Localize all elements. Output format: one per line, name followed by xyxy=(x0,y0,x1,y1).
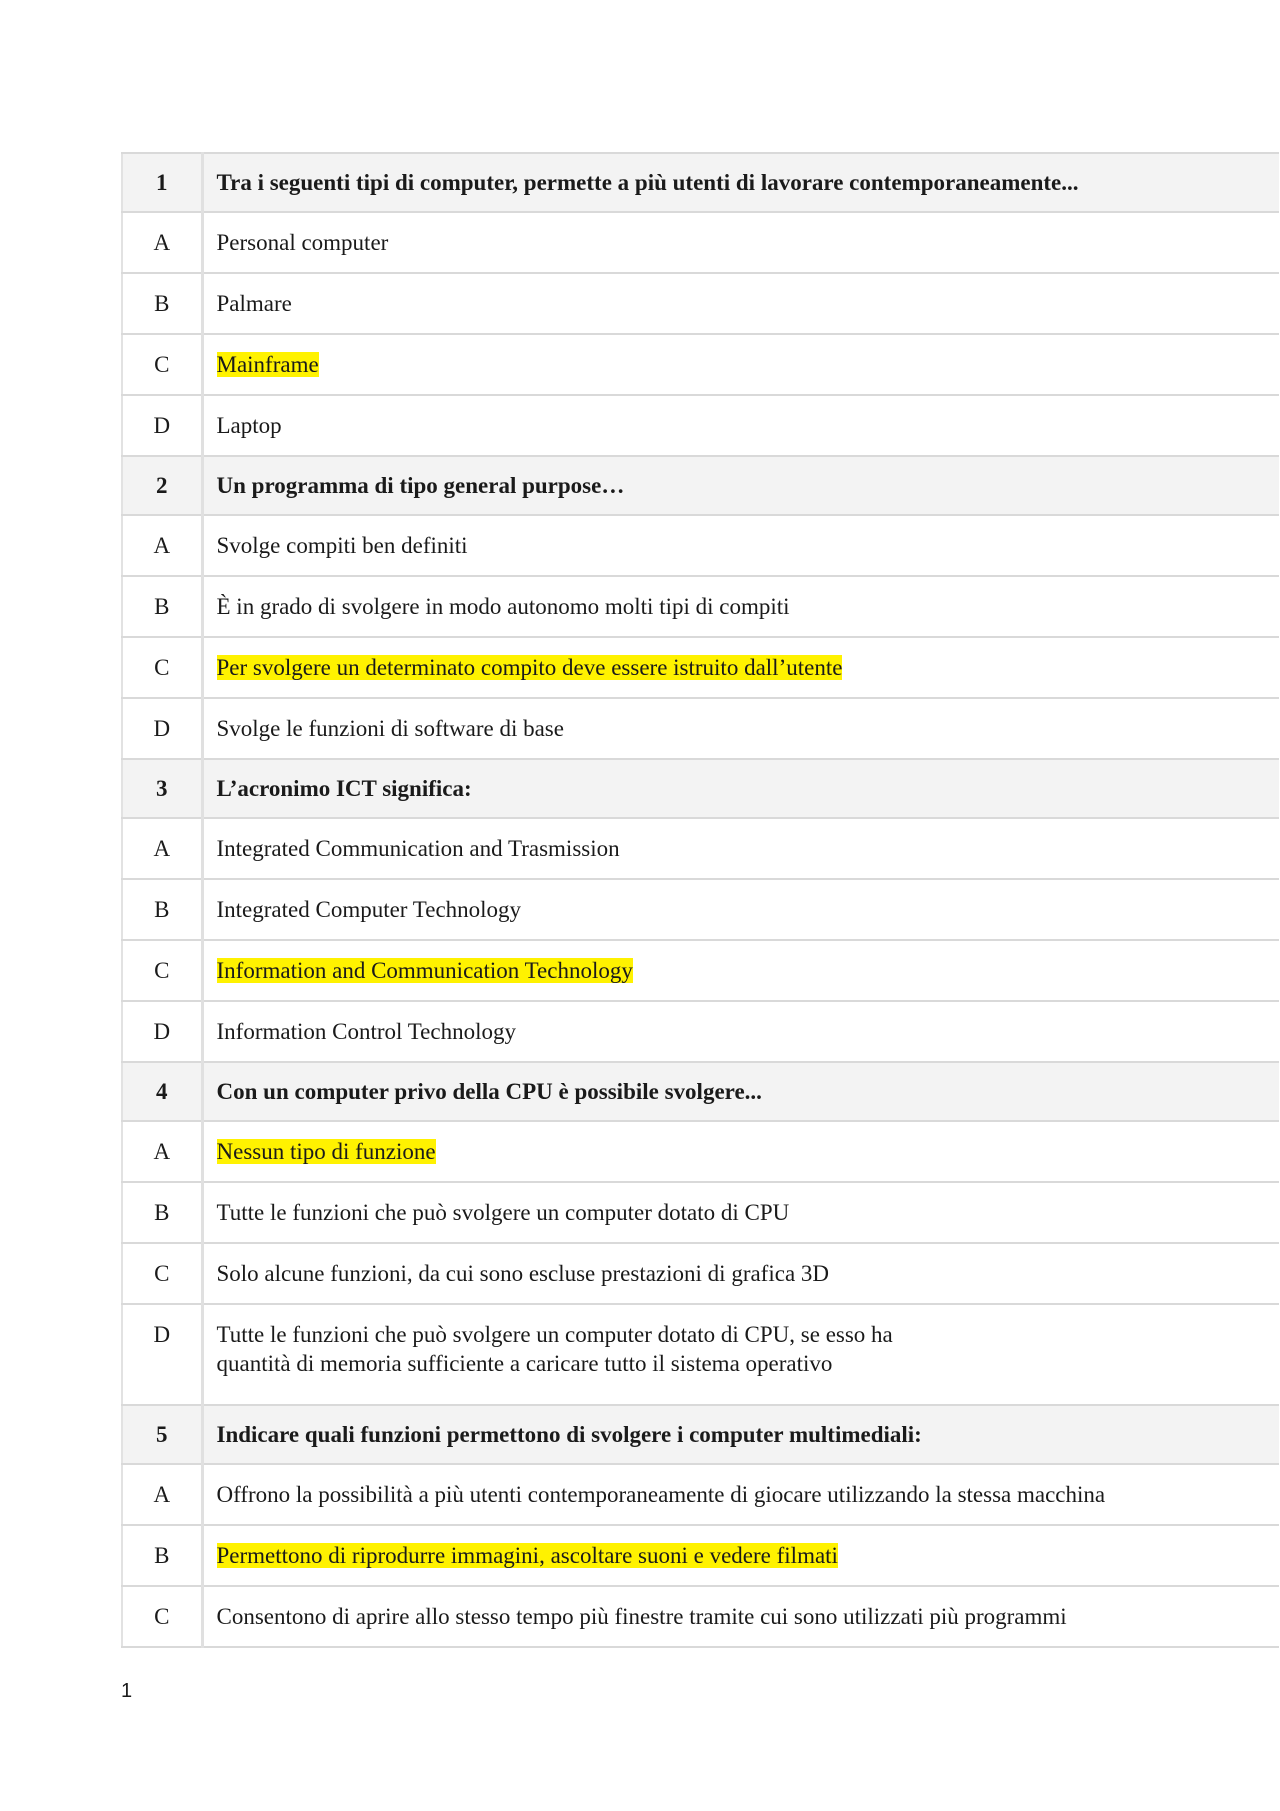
answer-text: Palmare xyxy=(216,291,292,316)
answer-letter: D xyxy=(122,1304,202,1405)
answer-letter: A xyxy=(122,1121,202,1182)
answer-text: Laptop xyxy=(216,413,282,438)
answer-row xyxy=(122,818,1279,879)
answer-letter: B xyxy=(122,273,202,334)
answer-letter: B xyxy=(122,879,202,940)
question-text: Tra i seguenti tipi di computer, permette a più utenti di lavorare contemporaneamente... xyxy=(202,153,1279,212)
answer-text-cell xyxy=(202,1001,1279,1062)
answer-text: Integrated Communication and Trasmission xyxy=(216,836,620,861)
answer-text-cell xyxy=(202,273,1279,334)
question-number: 1 xyxy=(122,153,202,212)
answer-row xyxy=(122,515,1279,576)
answer-text-cell xyxy=(202,1304,1279,1405)
answer-text-cell xyxy=(202,1464,1279,1525)
answer-letter: C xyxy=(122,637,202,698)
answer-row xyxy=(122,334,1279,395)
answer-text: Offrono la possibilità a più utenti contemporaneamente di giocare utilizzando la stessa macchina xyxy=(216,1482,1106,1507)
answer-text: Solo alcune funzioni, da cui sono escluse prestazioni di grafica 3D xyxy=(216,1261,830,1286)
answer-letter: D xyxy=(122,1001,202,1062)
answer-text-cell xyxy=(202,637,1279,698)
question-row xyxy=(122,759,1279,818)
answer-letter: A xyxy=(122,515,202,576)
answer-text: Tutte le funzioni che può svolgere un computer dotato di CPU, se esso ha quantità di memoria sufficiente a caricare tutto il sistema operativo xyxy=(216,1322,893,1376)
answer-row xyxy=(122,273,1279,334)
question-text: Con un computer privo della CPU è possibile svolgere... xyxy=(202,1062,1279,1121)
answer-text-cell xyxy=(202,818,1279,879)
correct-answer-highlight: Per svolgere un determinato compito deve essere istruito dall’utente xyxy=(216,655,843,680)
answer-row xyxy=(122,1464,1279,1525)
question-row xyxy=(122,456,1279,515)
answer-row xyxy=(122,1586,1279,1647)
question-number: 4 xyxy=(122,1062,202,1121)
answer-letter: C xyxy=(122,1243,202,1304)
answer-text-cell xyxy=(202,212,1279,273)
answer-row xyxy=(122,879,1279,940)
answer-text-cell xyxy=(202,698,1279,759)
answer-text-cell xyxy=(202,940,1279,1001)
question-text: L’acronimo ICT significa: xyxy=(202,759,1279,818)
answer-letter: C xyxy=(122,1586,202,1647)
answer-letter: B xyxy=(122,1525,202,1586)
answer-text: Personal computer xyxy=(216,230,389,255)
answer-row xyxy=(122,940,1279,1001)
answer-text: Information Control Technology xyxy=(216,1019,516,1044)
answer-row xyxy=(122,1182,1279,1243)
answer-row xyxy=(122,1121,1279,1182)
answer-row xyxy=(122,698,1279,759)
correct-answer-highlight: Permettono di riprodurre immagini, ascoltare suoni e vedere filmati xyxy=(216,1543,838,1568)
answer-text-cell xyxy=(202,576,1279,637)
correct-answer-highlight: Information and Communication Technology xyxy=(216,958,633,983)
answer-letter: A xyxy=(122,212,202,273)
answer-text-cell xyxy=(202,1121,1279,1182)
answer-row xyxy=(122,1243,1279,1304)
question-text: Un programma di tipo general purpose… xyxy=(202,456,1279,515)
answer-row xyxy=(122,395,1279,456)
question-number: 5 xyxy=(122,1405,202,1464)
answer-text: Tutte le funzioni che può svolgere un computer dotato di CPU xyxy=(216,1200,790,1225)
answer-letter: B xyxy=(122,576,202,637)
answer-text-cell xyxy=(202,395,1279,456)
answer-text: È in grado di svolgere in modo autonomo molti tipi di compiti xyxy=(216,594,790,619)
question-row xyxy=(122,153,1279,212)
quiz-table-body xyxy=(122,153,1279,1647)
correct-answer-highlight: Mainframe xyxy=(216,352,319,377)
quiz-table xyxy=(121,152,1279,1648)
question-row xyxy=(122,1062,1279,1121)
answer-text: Consentono di aprire allo stesso tempo più finestre tramite cui sono utilizzati più programmi xyxy=(216,1604,1067,1629)
answer-text-cell xyxy=(202,515,1279,576)
answer-row xyxy=(122,212,1279,273)
correct-answer-highlight: Nessun tipo di funzione xyxy=(216,1139,436,1164)
answer-text-cell xyxy=(202,1243,1279,1304)
answer-row xyxy=(122,1525,1279,1586)
answer-letter: C xyxy=(122,334,202,395)
answer-text-cell xyxy=(202,334,1279,395)
answer-text: Integrated Computer Technology xyxy=(216,897,522,922)
answer-row xyxy=(122,1001,1279,1062)
answer-letter: C xyxy=(122,940,202,1001)
answer-letter: D xyxy=(122,395,202,456)
answer-text: Svolge le funzioni di software di base xyxy=(216,716,564,741)
answer-text-cell xyxy=(202,1182,1279,1243)
answer-text-cell xyxy=(202,1525,1279,1586)
page-number: 1 xyxy=(121,1680,133,1702)
answer-row xyxy=(122,1304,1279,1405)
answer-text: Svolge compiti ben definiti xyxy=(216,533,468,558)
answer-letter: B xyxy=(122,1182,202,1243)
answer-letter: A xyxy=(122,1464,202,1525)
question-row xyxy=(122,1405,1279,1464)
question-number: 3 xyxy=(122,759,202,818)
question-number: 2 xyxy=(122,456,202,515)
answer-text-cell xyxy=(202,1586,1279,1647)
answer-letter: A xyxy=(122,818,202,879)
answer-letter: D xyxy=(122,698,202,759)
answer-row xyxy=(122,576,1279,637)
question-text: Indicare quali funzioni permettono di svolgere i computer multimediali: xyxy=(202,1405,1279,1464)
answer-row xyxy=(122,637,1279,698)
answer-text-cell xyxy=(202,879,1279,940)
